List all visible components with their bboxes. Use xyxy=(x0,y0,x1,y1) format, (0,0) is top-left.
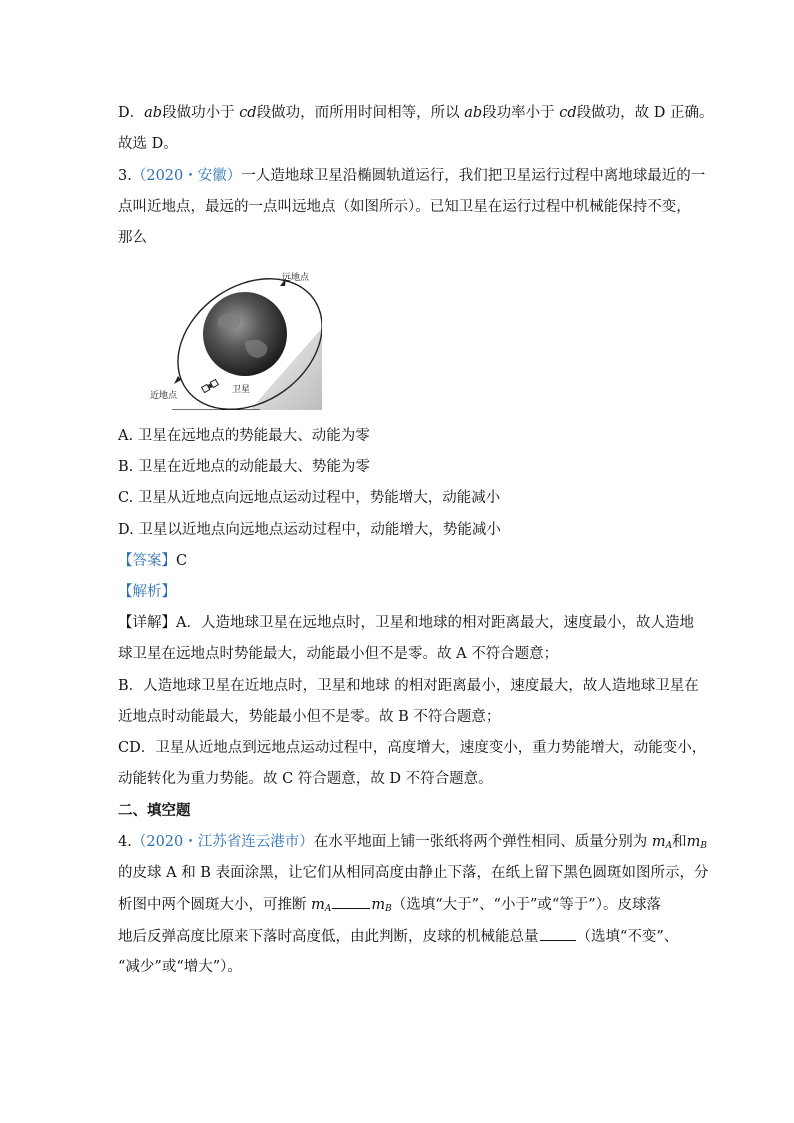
q2-option-d: D．ab段做功小于 cd段做功，而所用时间相等，所以 ab段功率小于 cd段做功，故 D 正确。 xyxy=(118,105,714,121)
q3-stem-line3: 那么 xyxy=(118,230,147,246)
q3-detail-line4: 近地点时动能最大，势能最小但不是零。故 B 不符合题意； xyxy=(118,709,501,725)
q3-option-b: B. 卫星在近地点的动能最大、势能为零 xyxy=(118,459,370,475)
q3-option-d: D. 卫星以近地点向远地点运动过程中，动能增大，势能减小 xyxy=(118,522,501,538)
q4-source: （2020・江苏省连云港市） xyxy=(131,834,314,850)
label-satellite: 卫星 xyxy=(232,385,251,395)
q3-detail-line2: 球卫星在远地点时势能最大，动能最小但不是零。故 A 不符合题意； xyxy=(118,646,559,662)
q3-detail-line5: CD．卫星从近地点到远地点运动过程中，高度增大，速度变小，重力势能增大，动能变小， xyxy=(118,740,707,756)
q3-analysis-tag: 【解析】 xyxy=(118,584,176,600)
label-perigee: 近地点 xyxy=(150,391,178,401)
q3-answer: 【答案】C xyxy=(118,553,188,569)
q4-line3: 析图中两个圆斑大小，可推断 $m_A$ $m_B$（选填“大于”、“小于”或“等于”）。皮球落 xyxy=(118,894,661,919)
q3-option-c: C. 卫星从近地点向远地点运动过程中，势能增大，动能减小 xyxy=(118,490,501,506)
q3-stem-line1: 3.（2020・安徽）一人造地球卫星沿椭圆轨道运行，我们把卫星运行过程中离地球最近的一 xyxy=(118,168,706,184)
earth-globe xyxy=(203,292,287,376)
q3-detail-line6: 动能转化为重力势能。故 C 符合题意，故 D 不符合题意。 xyxy=(118,771,493,787)
q3-detail-line3: B．人造地球卫星在近地点时，卫星和地球 的相对距离最小，速度最大，故人造地球卫星在 xyxy=(118,678,699,694)
q4-line2: 的皮球 A 和 B 表面涂黑，让它们从相同高度由静止下落，在纸上留下黑色圆斑如图所示，分 xyxy=(118,865,709,881)
section-title-fill-blank: 二、填空题 xyxy=(118,802,191,819)
q3-stem-line2: 点叫近地点，最远的一点叫远地点（如图所示）。已知卫星在运行过程中机械能保持不变， xyxy=(118,199,691,215)
q4-line1: 4.（2020・江苏省连云港市）在水平地面上铺一张纸将两个弹性相同、质量分别为 $m_A$和$m_B$ xyxy=(118,834,707,851)
q4-line4: 地后反弹高度比原来下落时高度低，由此判断，皮球的机械能总量 （选填“不变”、 xyxy=(118,926,678,947)
answer-blank-2[interactable] xyxy=(540,926,576,941)
label-apogee: 远地点 xyxy=(282,273,310,283)
satellite-icon xyxy=(202,379,219,392)
q4-line5: “减少”或“增大”）。 xyxy=(118,959,242,975)
satellite-orbit-figure xyxy=(150,268,322,410)
q3-source: （2020・安徽） xyxy=(131,168,242,184)
q3-option-a: A. 卫星在远地点的势能最大、动能为零 xyxy=(118,428,370,444)
q3-detail-line1: 【详解】A．人造地球卫星在远地点时，卫星和地球的相对距离最大，速度最小，故人造地 xyxy=(118,615,694,631)
answer-blank-1[interactable] xyxy=(332,894,370,909)
q2-conclusion: 故选 D。 xyxy=(118,136,178,152)
